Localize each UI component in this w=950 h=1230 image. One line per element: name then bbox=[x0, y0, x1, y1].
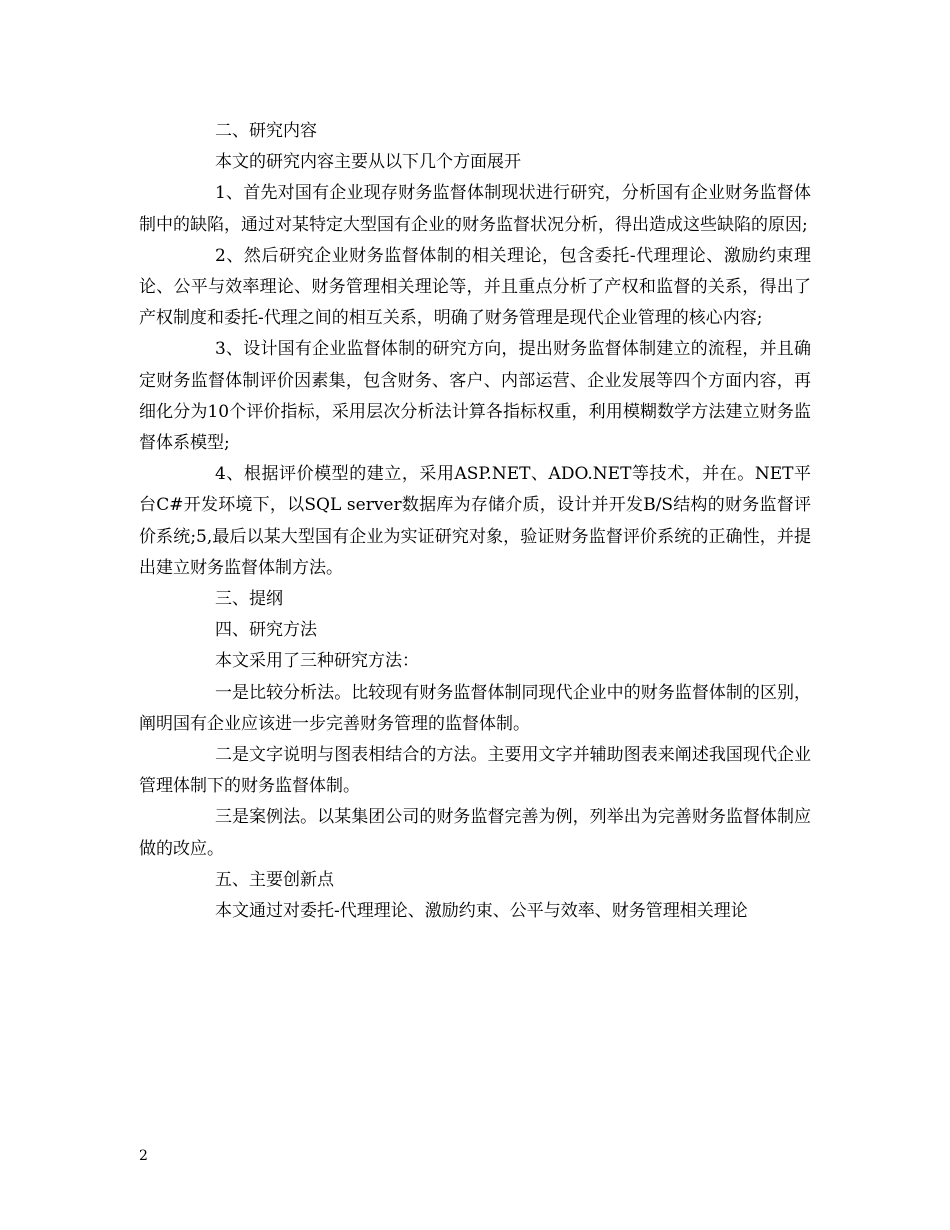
research-methods-intro: 本文采用了三种研究方法： bbox=[215, 651, 419, 672]
research-content-item-2: 2、然后研究企业财务监督体制的相关理论，包含委托-代理理论、激励约束理论、公平与效率理论、财务管理相关理论等，并且重点分析了产权和监督的关系，得出了产权制度和委托-代理之间的相互关系，明确了财务管理是现代企业管理的核心内容; bbox=[139, 245, 811, 329]
research-content-item-1: 1、首先对国有企业现存财务监督体制现状进行研究，分析国有企业财务监督体制中的缺陷，通过对某特定大型国有企业的财务监督状况分析，得出造成这些缺陷的原因; bbox=[139, 183, 811, 235]
research-content-intro: 本文的研究内容主要从以下几个方面展开 bbox=[215, 152, 521, 173]
research-content-item-4: 4、根据评价模型的建立，采用ASP.NET、ADO.NET等技术，并在。NET平台C#开发环境下，以SQL server数据库为存储介质，设计并开发B/S结构的财务监督评价系统;5,最后以某大型国有企业为实证研究对象，验证财务监督评价系统的正确性，并提出建立财务监督体制方法。 bbox=[139, 464, 811, 578]
section-heading-innovations: 五、主要创新点 bbox=[215, 869, 334, 890]
research-content-item-3: 3、设计国有企业监督体制的研究方向，提出财务监督体制建立的流程，并且确定财务监督体制评价因素集，包含财务、客户、内部运营、企业发展等四个方面内容，再细化分为10个评价指标，采用层次分析法计算各指标权重，利用模糊数学方法建立财务监督体系模型; bbox=[139, 339, 811, 454]
document-body bbox=[139, 116, 811, 927]
research-method-1: 一是比较分析法。比较现有财务监督体制同现代企业中的财务监督体制的区别，阐明国有企业应该进一步完善财务管理的监督体制。 bbox=[139, 682, 811, 734]
research-method-3: 三是案例法。以某集团公司的财务监督完善为例，列举出为完善财务监督体制应做的改应。 bbox=[139, 807, 811, 859]
section-heading-research-methods: 四、研究方法 bbox=[215, 620, 317, 641]
innovations-text: 本文通过对委托-代理理论、激励约束、公平与效率、财务管理相关理论 bbox=[215, 901, 748, 922]
page-number: 2 bbox=[139, 1148, 148, 1164]
research-method-2: 二是文字说明与图表相结合的方法。主要用文字并辅助图表来阐述我国现代企业管理体制下的财务监督体制。 bbox=[139, 745, 811, 797]
section-heading-research-content: 二、研究内容 bbox=[215, 121, 317, 141]
section-heading-outline: 三、提纲 bbox=[215, 589, 283, 610]
